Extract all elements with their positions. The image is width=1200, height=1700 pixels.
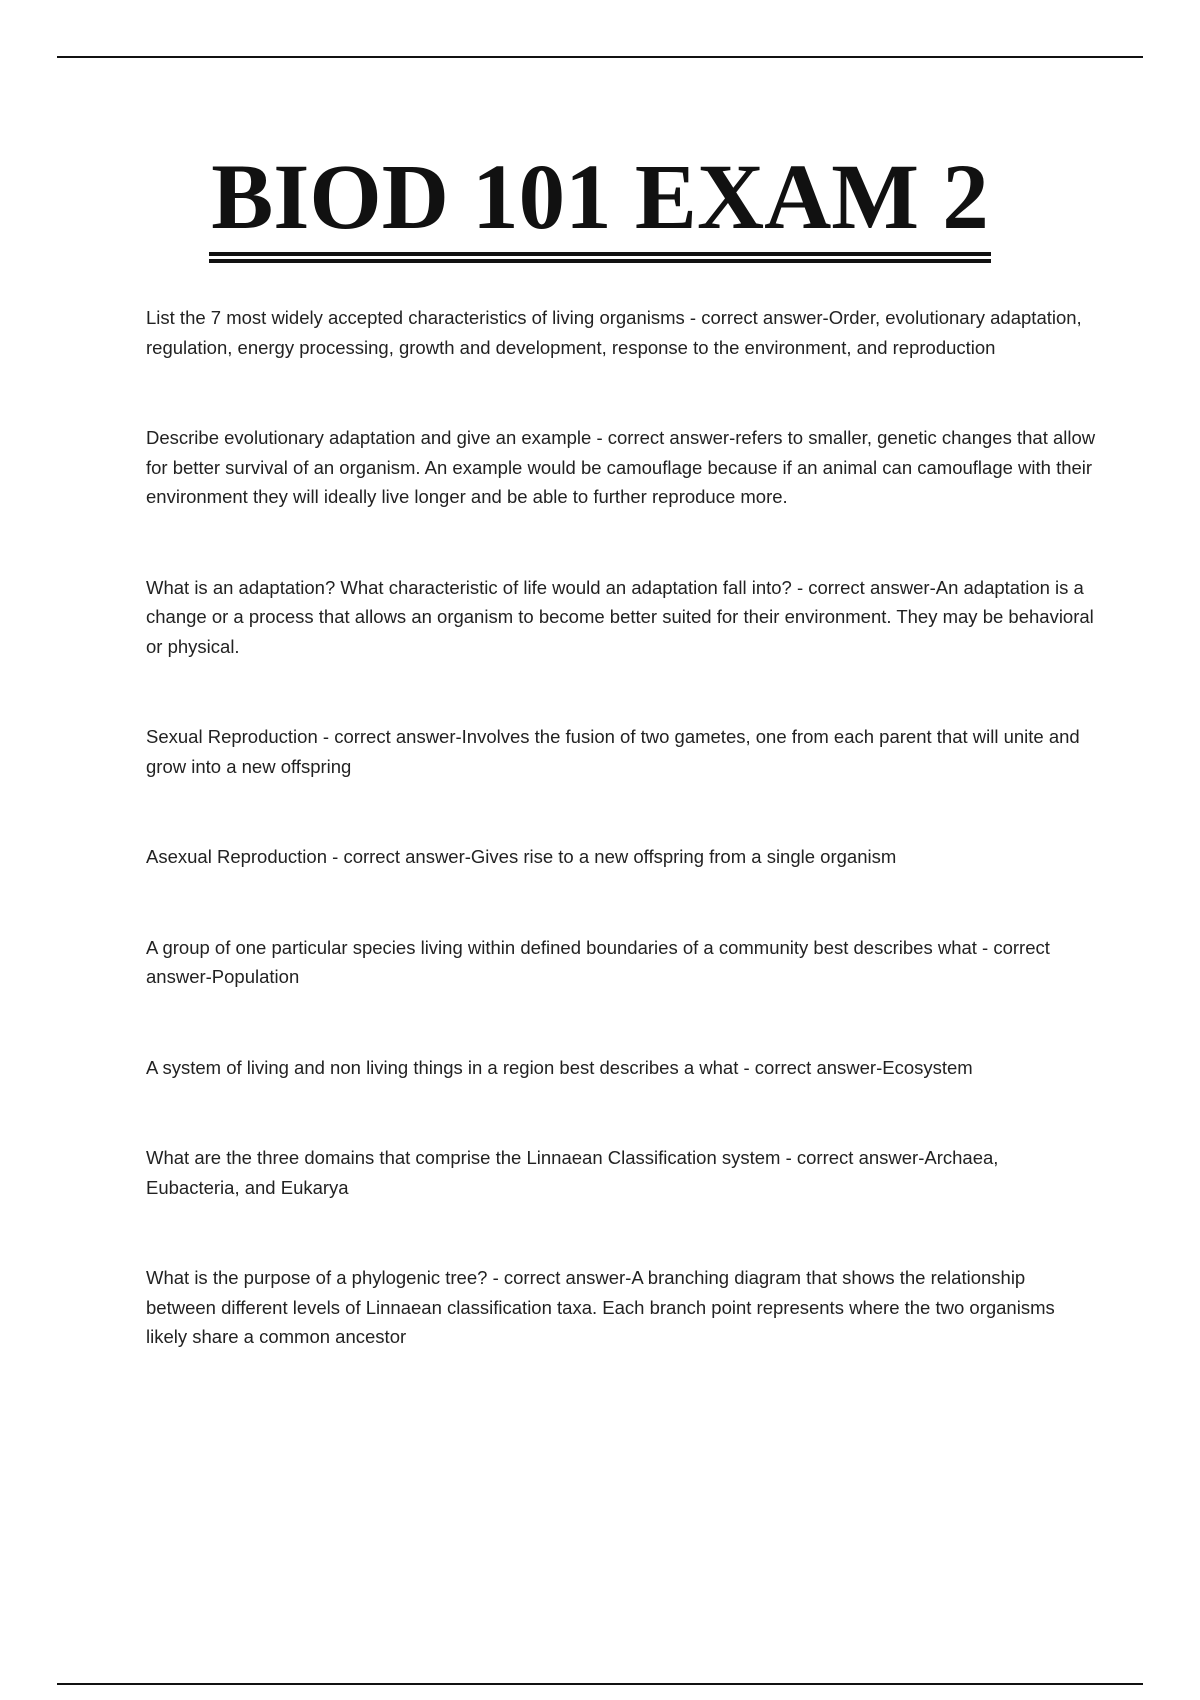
question-answer-list	[146, 303, 1096, 1413]
qa-item-5: Asexual Reproduction - correct answer-Gives rise to a new offspring from a single organism	[146, 846, 897, 867]
qa-item-6: A group of one particular species living within defined boundaries of a community best describes what - correct answer-Population	[146, 936, 1050, 987]
qa-item-4: Sexual Reproduction - correct answer-Involves the fusion of two gametes, one from each parent that will unite and grow into a new offspring	[146, 726, 1080, 777]
qa-item-9: What is the purpose of a phylogenic tree? - correct answer-A branching diagram that shows the relationship between different levels of Linnaean classification taxa. Each branch point represents where the two organisms likely share a common ancestor	[146, 1267, 1055, 1347]
qa-item-2: Describe evolutionary adaptation and give an example - correct answer-refers to smaller, genetic changes that allow for better survival of an organism. An example would be camouflage because if an animal can camouflage with their environment they will ideally live longer and be able to further reproduce more.	[146, 427, 1096, 507]
title-container	[0, 146, 1200, 256]
qa-item-3: What is an adaptation? What characteristic of life would an adaptation fall into? - correct answer-An adaptation is a change or a process that allows an organism to become better suited for their environment. They may be behavioral or physical.	[146, 576, 1094, 657]
top-divider	[57, 56, 1143, 58]
bottom-divider	[57, 1683, 1143, 1685]
document-title: BIOD 101 EXAM 2	[209, 150, 991, 256]
qa-item-7: A system of living and non living things in a region best describes a what - correct answer-Ecosystem	[146, 1056, 973, 1078]
qa-item-1: List the 7 most widely accepted characteristics of living organisms - correct answer-Order, evolutionary adaptation, regulation, energy processing, growth and development, response to the environment, and reproduction	[146, 307, 1082, 358]
qa-item-8: What are the three domains that comprise the Linnaean Classification system - correct answer-Archaea, Eubacteria, and Eukarya	[146, 1147, 999, 1198]
